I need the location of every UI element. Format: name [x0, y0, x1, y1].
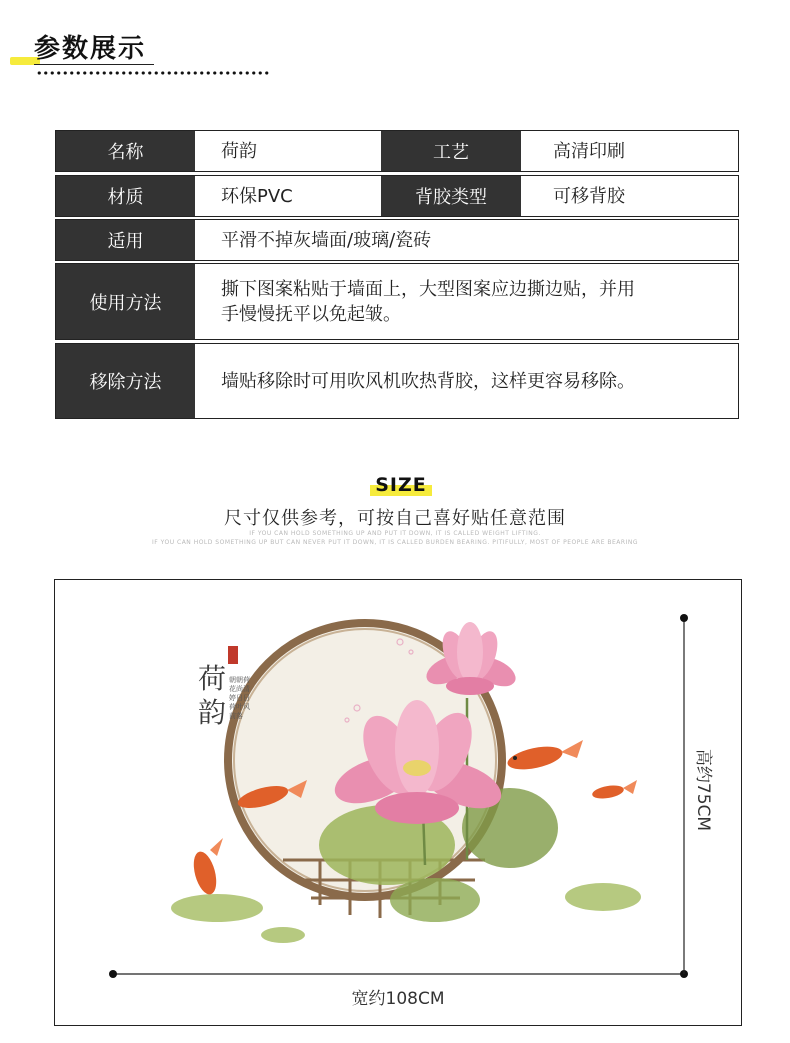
- size-fineprint-1: IF YOU CAN HOLD SOMETHING UP AND PUT IT DOWN, IT IS CALLED WEIGHT LIFTING.: [249, 530, 541, 537]
- size-heading: SIZE: [375, 474, 427, 496]
- spec-value: 可移背胶: [553, 185, 625, 207]
- koi-4: [190, 838, 223, 897]
- spec-label: 背胶类型: [381, 176, 521, 216]
- spec-row-applicable: [55, 219, 739, 261]
- spec-label: 材质: [56, 176, 195, 216]
- size-fineprint-2: IF YOU CAN HOLD SOMETHING UP BUT CAN NEVER PUT IT DOWN, IT IS CALLED BURDEN BEARING. PITIFULLY, MOST OF PEOPLE ARE BEARING: [152, 539, 638, 546]
- spec-label: 名称: [56, 131, 195, 171]
- product-image-frame: [54, 579, 742, 1026]
- section-title: 参数展示: [34, 34, 147, 64]
- spec-label: 使用方法: [56, 264, 195, 339]
- spec-value: 环保PVC: [221, 185, 293, 207]
- height-label: 高约75CM: [693, 748, 713, 832]
- dotted-divider: [36, 71, 270, 75]
- koi-2: [591, 780, 637, 801]
- spec-value: 荷韵: [221, 140, 257, 162]
- spec-value: 平滑不掉灰墙面/玻璃/瓷砖: [221, 229, 432, 251]
- product-illustration: [55, 580, 743, 1027]
- spec-label: 适用: [56, 220, 195, 260]
- spec-value-wrap: [195, 264, 738, 339]
- width-endpoint-left: [109, 970, 117, 978]
- spec-row-material: [55, 175, 739, 217]
- spec-row-name: [55, 130, 739, 172]
- height-endpoint-top: [680, 614, 688, 622]
- size-subtitle: 尺寸仅供参考，可按自己喜好贴任意范围: [224, 508, 566, 529]
- koi-1: [506, 740, 583, 774]
- spec-value-wrap: [195, 344, 738, 418]
- spec-row-usage: [55, 263, 739, 340]
- title-underline: [34, 64, 154, 65]
- width-label: 宽约108CM: [351, 989, 445, 1009]
- spec-value: 撕下图案粘贴于墙面上，大型图案应边撕边贴，并用手慢慢抚平以免起皱。: [221, 278, 635, 325]
- art-poem: 朝朝荷花尚清婷日日荷叶风前落: [229, 676, 250, 720]
- art-title: 荷韵: [198, 662, 227, 729]
- spec-label: 移除方法: [56, 344, 195, 418]
- spec-row-removal: [55, 343, 739, 419]
- spec-value: 高清印刷: [553, 140, 625, 162]
- spec-label: 工艺: [381, 131, 521, 171]
- spec-value: 墙贴移除时可用吹风机吹热背胶，这样更容易移除。: [221, 370, 635, 392]
